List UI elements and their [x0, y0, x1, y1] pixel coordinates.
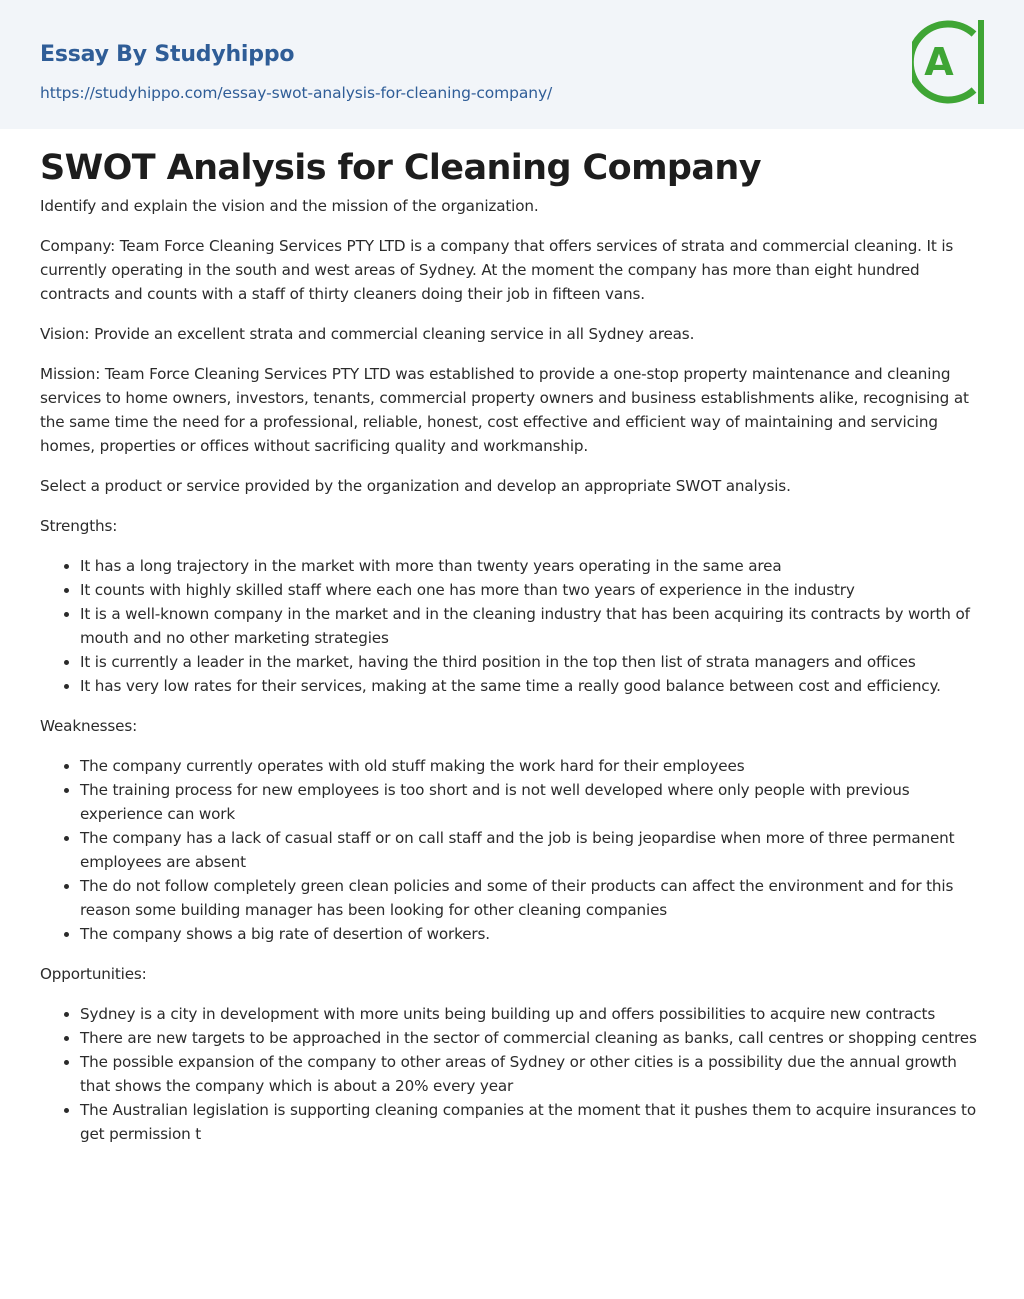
weaknesses-heading: Weaknesses:	[40, 717, 138, 735]
list-item: • The company has a lack of casual staff or on call staff and the job is being jeopardise when more of three permanent employees are absent	[80, 826, 984, 874]
studyhippo-logo-icon[interactable]	[912, 18, 988, 106]
strengths-heading: Strengths:	[40, 517, 118, 535]
list-item: • It has a long trajectory in the market with more than twenty years operating in the same area	[80, 554, 984, 578]
company-paragraph: Company: Team Force Cleaning Services PTY LTD is a company that offers services of strata and commercial cleaning. It is currently operating in the south and west areas of Sydney. At the moment the company has more than eight hundred contracts and counts with a staff of thirty cleaners doing their job in fifteen vans.	[40, 237, 954, 303]
list-item: • The company shows a big rate of desertion of workers.	[80, 922, 984, 946]
list-item: • It counts with highly skilled staff where each one has more than two years of experience in the industry	[80, 578, 984, 602]
list-item: • The training process for new employees is too short and is not well developed where only people with previous experience can work	[80, 778, 984, 826]
list-item: • There are new targets to be approached in the sector of commercial cleaning as banks, call centres or shopping centres	[80, 1026, 984, 1050]
weaknesses-list	[40, 754, 984, 946]
list-item: • The company currently operates with old stuff making the work hard for their employees	[80, 754, 984, 778]
logo-letter: A	[924, 40, 954, 84]
list-item: • Sydney is a city in development with more units being building up and offers possibilities to acquire new contracts	[80, 1002, 984, 1026]
opportunities-heading: Opportunities:	[40, 965, 147, 983]
article-title: SWOT Analysis for Cleaning Company	[40, 148, 761, 188]
mission-paragraph: Mission: Team Force Cleaning Services PTY LTD was established to provide a one-stop property maintenance and cleaning services to home owners, investors, tenants, commercial property owners and business establishments alike, recognising at the same time the need for a professional, reliable, honest, cost effective and efficient way of maintaining and servicing homes, properties or offices without sacrificing quality and workmanship.	[40, 365, 969, 455]
list-item: • The do not follow completely green clean policies and some of their products can affect the environment and for this reason some building manager has been looking for other cleaning companies	[80, 874, 984, 922]
brand-title[interactable]: Essay By Studyhippo	[40, 42, 295, 67]
list-item: • The Australian legislation is supporting cleaning companies at the moment that it pushes them to acquire insurances to get permission t	[80, 1098, 984, 1146]
opportunities-list	[40, 1002, 984, 1146]
select-paragraph: Select a product or service provided by the organization and develop an appropriate SWOT analysis.	[40, 477, 791, 495]
list-item: • It is a well-known company in the market and in the cleaning industry that has been acquiring its contracts by worth of mouth and no other marketing strategies	[80, 602, 984, 650]
vision-paragraph: Vision: Provide an excellent strata and commercial cleaning service in all Sydney areas.	[40, 325, 695, 343]
list-item: • It is currently a leader in the market, having the third position in the top then list of strata managers and offices	[80, 650, 984, 674]
strengths-list	[40, 554, 984, 698]
intro-paragraph: Identify and explain the vision and the mission of the organization.	[40, 197, 539, 215]
article-body	[40, 194, 984, 1162]
list-item: • The possible expansion of the company to other areas of Sydney or other cities is a possibility due the annual growth that shows the company which is about a 20% every year	[80, 1050, 984, 1098]
page-url-link[interactable]: https://studyhippo.com/essay-swot-analysis-for-cleaning-company/	[40, 84, 553, 102]
list-item: • It has very low rates for their services, making at the same time a really good balance between cost and efficiency.	[80, 674, 984, 698]
